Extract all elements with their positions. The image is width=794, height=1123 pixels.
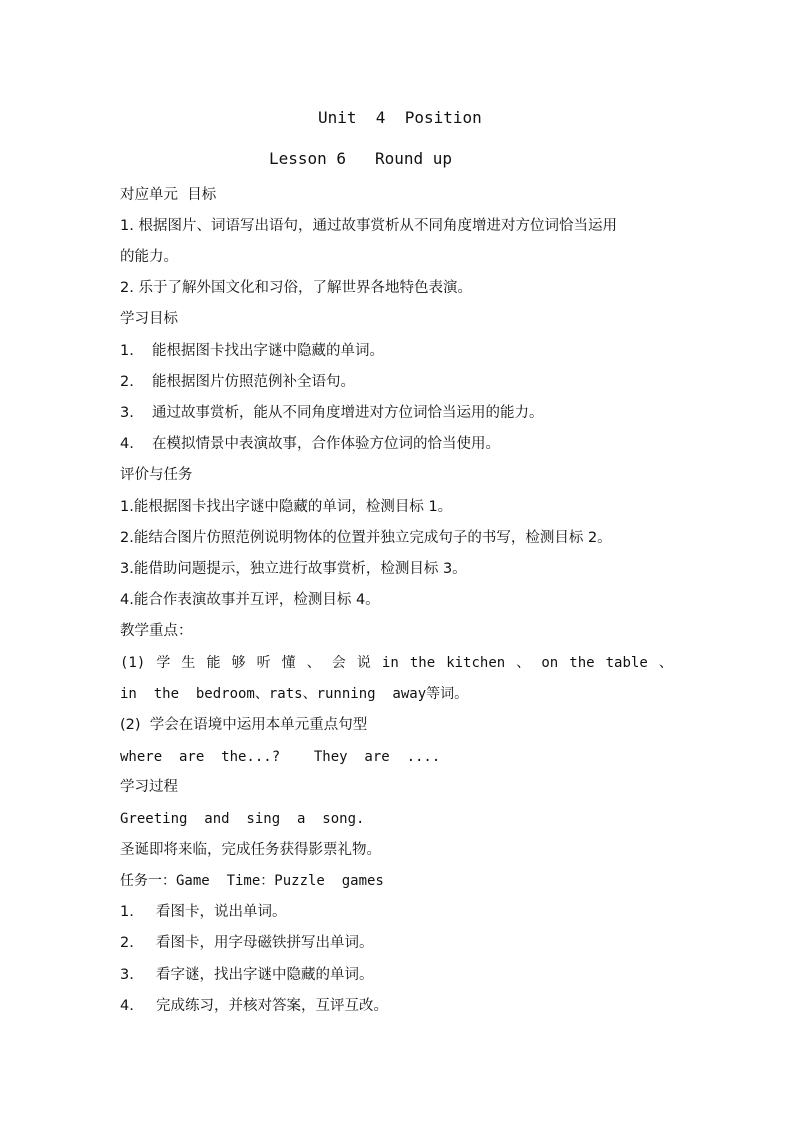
evaluation-heading: 评价与任务	[120, 467, 193, 483]
list-text: 看字谜，找出字谜中隐藏的单词。	[156, 967, 374, 983]
token: 能	[206, 655, 221, 671]
token: the	[569, 655, 595, 671]
key-points-heading: 教学重点：	[120, 623, 193, 639]
token: 、	[516, 655, 531, 671]
list-number: 3.	[120, 405, 134, 421]
list-number: 4.	[120, 998, 134, 1014]
list-text: 能根据图卡找出字谜中隐藏的单词。	[152, 343, 384, 359]
token: table	[605, 655, 648, 671]
token: 会	[331, 655, 346, 671]
token: 生	[181, 655, 196, 671]
token: 懂	[281, 655, 296, 671]
learning-goal-3	[120, 403, 544, 423]
list-text: 完成练习，并核对答案，互评互改。	[156, 998, 388, 1014]
key-point-1-line1	[120, 653, 673, 673]
list-text: 在模拟情景中表演故事，合作体验方位词的恰当使用。	[152, 436, 500, 452]
list-text: 看图卡，说出单词。	[156, 904, 287, 920]
unit-goal-2: 2. 乐于了解外国文化和习俗，了解世界各地特色表演。	[120, 280, 472, 296]
list-text: 通过故事赏析，能从不同角度增进对方位词恰当运用的能力。	[152, 405, 544, 421]
token: 听	[256, 655, 271, 671]
unit-goal-1-line2: 的能力。	[120, 249, 178, 265]
token: the	[409, 655, 436, 671]
task-1-title: 任务一：Game Time：Puzzle games	[120, 873, 384, 889]
list-number: 2.	[120, 374, 134, 390]
christmas-line: 圣诞即将来临，完成任务获得影票礼物。	[120, 842, 381, 858]
learning-goal-4	[120, 434, 500, 454]
evaluation-item-3: 3.能借助问题提示，独立进行故事赏析，检测目标 3。	[120, 561, 467, 577]
token: 学	[156, 655, 171, 671]
learning-goal-1	[120, 341, 384, 361]
list-number: 2.	[120, 935, 134, 951]
token: 说	[356, 655, 371, 671]
unit-goal-1-line1: 1. 根据图片、词语写出语句，通过故事赏析从不同角度增进对方位词恰当运用	[120, 218, 617, 234]
task-step-4	[120, 996, 388, 1016]
token: 、	[306, 655, 321, 671]
key-point-2: (2) 学会在语境中运用本单元重点句型	[120, 717, 368, 733]
page-title: Unit 4 Position	[318, 108, 482, 127]
list-number: 4.	[120, 436, 134, 452]
token: on	[541, 655, 559, 671]
evaluation-item-4: 4.能合作表演故事并互评，检测目标 4。	[120, 592, 380, 608]
learning-goals-heading: 学习目标	[120, 311, 178, 327]
evaluation-item-1: 1.能根据图卡找出字谜中隐藏的单词，检测目标 1。	[120, 499, 453, 515]
learning-goal-2	[120, 372, 355, 392]
token: kitchen	[446, 655, 506, 671]
token: 够	[231, 655, 246, 671]
key-point-1-line2: in the bedroom、rats、running away等词。	[120, 686, 469, 702]
sentence-pattern: where are the...? They are ....	[120, 749, 441, 765]
list-number: 3.	[120, 967, 134, 983]
list-text: 能根据图片仿照范例补全语句。	[152, 374, 355, 390]
evaluation-item-2: 2.能结合图片仿照范例说明物体的位置并独立完成句子的书写，检测目标 2。	[120, 530, 612, 546]
token: in	[381, 655, 399, 671]
greeting-line: Greeting and sing a song.	[120, 811, 365, 827]
token: (1)	[120, 655, 146, 671]
task-step-1	[120, 902, 287, 922]
token: 、	[658, 655, 673, 671]
task-step-2	[120, 933, 374, 953]
list-number: 1.	[120, 904, 134, 920]
task-step-3	[120, 965, 374, 985]
list-number: 1.	[120, 343, 134, 359]
process-heading: 学习过程	[120, 779, 178, 795]
lesson-subtitle: Lesson 6 Round up	[269, 149, 453, 168]
unit-goals-heading: 对应单元 目标	[120, 187, 217, 203]
list-text: 看图卡，用字母磁铁拼写出单词。	[156, 935, 374, 951]
